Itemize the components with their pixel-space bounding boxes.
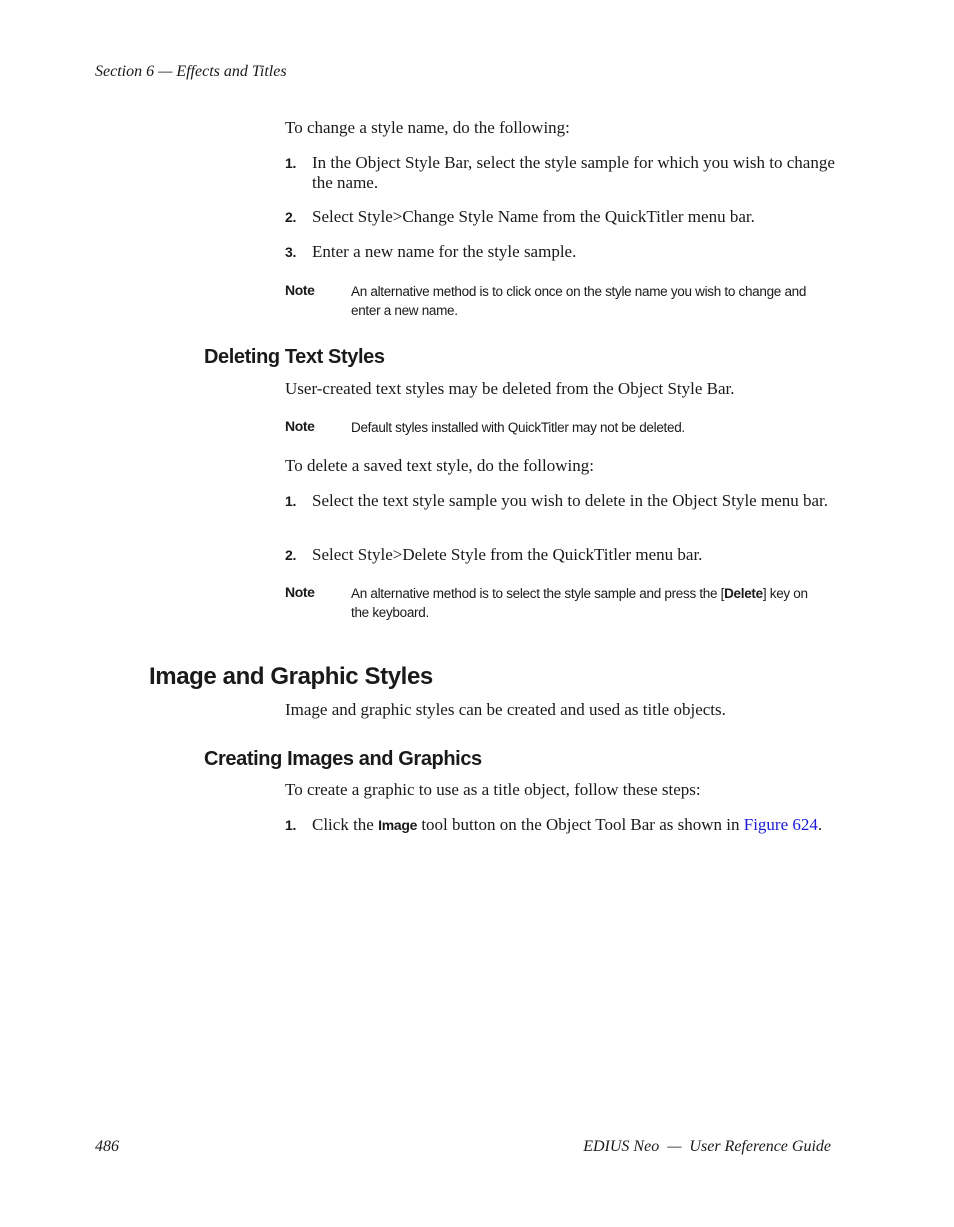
step-text: Select Style>Delete Style from the QuickTitler menu bar.: [312, 545, 703, 564]
note-text: An alternative method is to click once on the style name you wish to change and enter a new name.: [351, 284, 807, 318]
deleting-intro-2: To delete a saved text style, do the following:: [285, 456, 594, 475]
step-number: 2.: [285, 209, 297, 225]
section-heading-image-and-graphic-styles: Image and Graphic Styles: [149, 663, 433, 690]
step-text-before: Click the: [312, 815, 379, 834]
section-heading-creating-images-and-graphics: Creating Images and Graphics: [204, 748, 482, 770]
note-text-after: ] key on the keyboard.: [351, 586, 808, 620]
list-item: [285, 545, 845, 567]
note-block: [285, 584, 845, 624]
note-block: [285, 418, 845, 440]
note-block: [285, 282, 845, 322]
step-number: 1.: [285, 817, 297, 833]
step-number: 1.: [285, 493, 297, 509]
step-text-end: .: [817, 815, 823, 834]
step-text: Enter a new name for the style sample.: [312, 242, 577, 261]
section-heading-deleting-text-styles: Deleting Text Styles: [204, 346, 385, 368]
change-style-intro: To change a style name, do the following:: [285, 118, 570, 137]
note-text: [351, 584, 821, 622]
delete-key-label: Delete: [724, 586, 763, 601]
note-label: Note: [285, 282, 315, 298]
page-number: 486: [95, 1138, 119, 1155]
step-text: In the Object Style Bar, select the style sample for which you wish to change the name.: [312, 153, 835, 192]
step-number: 3.: [285, 244, 297, 260]
step-number: 2.: [285, 547, 297, 563]
image-tool-label: Image: [378, 817, 418, 833]
note-text-before: An alternative method is to select the style sample and press the [: [351, 586, 725, 601]
note-label: Note: [285, 584, 315, 600]
creating-intro: To create a graphic to use as a title object, follow these steps:: [285, 780, 701, 799]
deleting-intro: User-created text styles may be deleted from the Object Style Bar.: [285, 379, 735, 398]
figure-624-link[interactable]: Figure 624: [743, 815, 818, 834]
book-title: EDIUS Neo — User Reference Guide: [583, 1138, 831, 1155]
step-text-after: tool button on the Object Tool Bar as shown in: [417, 815, 744, 834]
note-text: Default styles installed with QuickTitler may not be deleted.: [351, 420, 685, 435]
list-item: [285, 491, 845, 533]
image-graphic-intro: Image and graphic styles can be created and used as title objects.: [285, 700, 726, 719]
list-item: [285, 815, 845, 857]
note-label: Note: [285, 418, 315, 434]
running-head: Section 6 — Effects and Titles: [95, 63, 287, 80]
step-text: Select the text style sample you wish to delete in the Object Style menu bar.: [312, 491, 829, 510]
list-item: [285, 242, 845, 264]
list-item: [285, 207, 845, 229]
step-text: [312, 815, 842, 835]
list-item: [285, 153, 845, 195]
step-number: 1.: [285, 155, 297, 171]
step-text: Select Style>Change Style Name from the QuickTitler menu bar.: [312, 207, 755, 226]
